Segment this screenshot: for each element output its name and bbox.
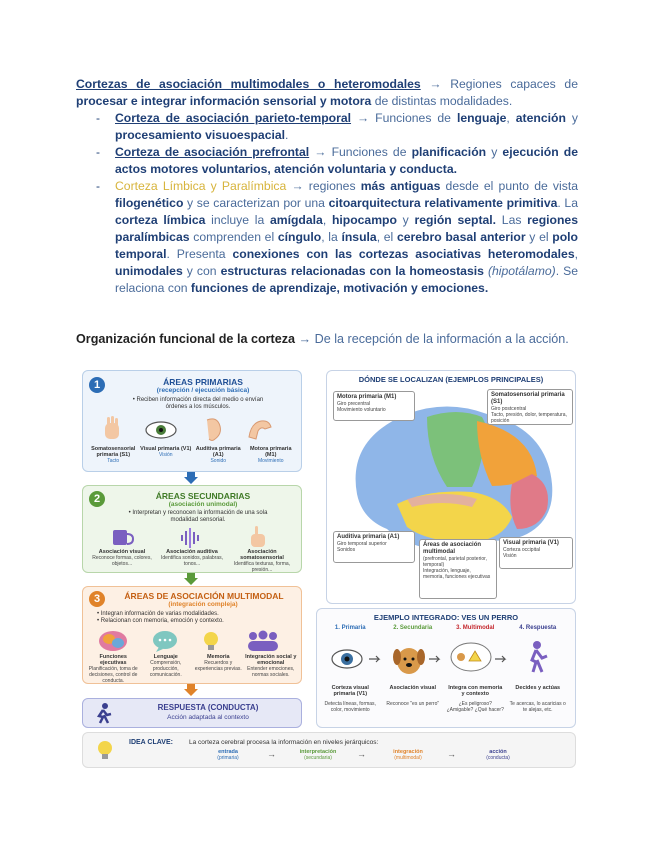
paragraph-organizacion [76, 331, 578, 348]
heading-prefrontal: Corteza de asociación prefrontal [115, 145, 310, 159]
text-span: → Funciones de [351, 111, 457, 125]
bullet-dash: - [96, 111, 100, 125]
text-span: filogenético [115, 196, 184, 210]
step-label: Asociación visual [389, 685, 436, 691]
ear-icon [207, 419, 220, 441]
panel-response [82, 698, 302, 728]
down-arrow-icon [184, 472, 198, 484]
text-span: región septal. [414, 213, 497, 227]
bullet-limbica [115, 178, 578, 297]
down-arrow-icon [184, 573, 198, 585]
panel-subtitle: (integración compleja) [168, 601, 238, 608]
response-title: RESPUESTA (CONDUCTA) [157, 703, 259, 712]
down-arrow-icon [184, 684, 198, 696]
grid-item [245, 654, 298, 678]
step-sub: Detecta líneas, formas, color, movimiento [324, 701, 376, 713]
paragraph-multimodal [76, 76, 578, 110]
step-number: 1 [89, 377, 105, 393]
heading-multimodal: Cortezas de asociación multimodales o heteromodales [76, 77, 421, 91]
text-span: incluye la [205, 213, 270, 227]
text-span: . Presenta [166, 247, 233, 261]
label-s1 [487, 389, 573, 425]
panel-desc: • Integran información de varias modalidades. [97, 611, 219, 617]
panel-title: ÁREAS SECUNDARIAS [155, 491, 251, 501]
text-span: . Se relaciona con [115, 264, 579, 295]
item-sub: Entender emociones, normas sociales. [247, 666, 295, 678]
panel-secondary-areas [82, 485, 302, 573]
idea-step [453, 749, 543, 761]
item-label: Integración social y emocional [245, 654, 297, 666]
text-span: de distintas modalidades. [371, 94, 513, 108]
idea-step-a: integración [393, 749, 423, 755]
step-head: 4. Respuesta [519, 625, 557, 631]
text-span: , [574, 247, 578, 261]
item-sub: Identifica texturas, forma, presión... [233, 561, 291, 573]
item-label: Asociación auditiva [166, 549, 218, 555]
item-sub: Sonido [210, 458, 227, 464]
text-span: corteza límbica [115, 213, 206, 227]
text-span: estructuras relacionadas con la homeostasis [220, 264, 484, 278]
bullet-dash: - [96, 179, 100, 193]
label-v1-desc: Corteza occipital Visión [503, 547, 540, 559]
example-step [321, 625, 380, 713]
panel-idea-clave [82, 732, 576, 768]
label-v1-title: Visual primaria (V1) [503, 540, 559, 546]
example-step [446, 625, 505, 713]
text-span: lenguaje [456, 111, 507, 125]
item-label: Motora primaria (M1) [249, 446, 292, 458]
label-s1-desc: Giro postcentral Tacto, presión, dolor, temperatura, posición [491, 406, 567, 424]
text-span: regiones paralímbicas [115, 213, 578, 244]
idea-step [273, 749, 363, 761]
label-m1-desc: Giro precentral Movimiento voluntario [337, 401, 386, 413]
step-sub: ¿Es peligroso? ¿Amigable? ¿Qué hacer? [446, 701, 504, 713]
text-span: más antiguas [360, 179, 441, 193]
item-label: Lenguaje [153, 654, 178, 660]
text-span: y [396, 213, 415, 227]
text-span: funciones de aprendizaje, motivación y emociones. [190, 281, 489, 295]
idea-step-b: (multimodal) [394, 755, 422, 761]
mug-icon [113, 530, 133, 545]
idea-step-a: acción [489, 749, 507, 755]
primary-icons [89, 415, 295, 445]
text-span: ejecución de actos motores voluntarios, atención voluntaria y conducta. [115, 145, 578, 176]
panel-example [316, 608, 576, 728]
text-span: , [322, 213, 332, 227]
step-sub: Te acercas, lo acaricias o te alejas, etc. [509, 701, 566, 713]
map-title: DÓNDE SE LOCALIZAN (EJEMPLOS PRINCIPALES) [358, 375, 544, 384]
text-span: Las [496, 213, 528, 227]
people-icon [248, 631, 278, 652]
label-a1-desc: Giro temporal superior Sonidos [337, 541, 387, 553]
text-span: planificación [411, 145, 487, 159]
idea-step-b: (primaria) [217, 755, 239, 761]
brain-icon [99, 631, 127, 651]
item-sub: Recuerdos y experiencias previas. [194, 660, 242, 672]
text-span: → regiones [286, 179, 361, 193]
lightbulb-icon [95, 739, 115, 761]
panel-multimodal-areas [82, 586, 302, 684]
idea-steps [183, 749, 543, 765]
text-span: y el [525, 230, 553, 244]
grid-item [227, 549, 297, 573]
example-step [384, 625, 443, 707]
item-sub: Planificación, toma de decisiones, control de conducta. [88, 666, 138, 684]
grid-item [87, 654, 140, 684]
panel-primary-areas [82, 370, 302, 472]
text-span: → Funciones de [309, 145, 412, 159]
text-span: y con [182, 264, 221, 278]
text-span: → De la recepción de la información a la acción. [295, 332, 569, 346]
grid-item [157, 549, 227, 567]
running-person-icon [91, 702, 115, 724]
eye-icon [146, 422, 176, 438]
item-label: Funciones ejecutivas [99, 654, 127, 666]
text-span: y se caracterizan por una [183, 196, 329, 210]
grid-item [87, 446, 140, 464]
idea-step-a: interpretación [299, 749, 337, 755]
label-a1-title: Auditiva primaria (A1) [337, 534, 400, 540]
label-a1 [333, 531, 415, 563]
step-sub: Reconoce "es un perro" [386, 701, 440, 707]
item-sub: Reconoce formas, colores, objetos... [92, 555, 152, 567]
step-label: Decides y actúas [515, 685, 561, 691]
step-label: Integra con memoria y contexto [448, 685, 503, 697]
text-span: comprenden el [189, 230, 278, 244]
item-label: Asociación visual [98, 549, 146, 555]
label-assoc-desc: (prefrontal, parietal posterior, temporal) Integración, lenguaje, memoria, funciones ejecutivas [423, 556, 491, 580]
step-label: Corteza visual primaria (V1) [331, 685, 369, 697]
label-assoc-title: Áreas de asociación multimodal [423, 542, 482, 555]
multimodal-items [87, 654, 297, 682]
item-label: Memoria [206, 654, 230, 660]
text-span: procesamiento visuoespacial [115, 128, 286, 142]
panel-title: ÁREAS PRIMARIAS [163, 377, 243, 387]
infographic-figure [82, 368, 578, 768]
label-m1-title: Motora primaria (M1) [337, 394, 397, 400]
primary-items [87, 446, 297, 468]
text-span: procesar e integrar información sensorial y motora [76, 94, 372, 108]
right-arrow-icon: → [357, 749, 366, 759]
text-span: hipocampo [331, 213, 397, 227]
secondary-items [87, 549, 297, 571]
panel-desc: • Reciben información directa del medio o envían órdenes a los músculos. [132, 397, 264, 410]
text-span: ínsula [341, 230, 377, 244]
panel-title: ÁREAS DE ASOCIACIÓN MULTIMODAL [124, 591, 284, 601]
text-span: , el [376, 230, 397, 244]
step-head: 2. Secundaria [393, 625, 433, 631]
panel-subtitle: (recepción / ejecución básica) [156, 387, 250, 394]
idea-label: IDEA CLAVE: [129, 739, 173, 746]
speech-bubble-icon [153, 631, 177, 652]
text-span: (hipotálamo) [487, 264, 556, 278]
example-title: EJEMPLO INTEGRADO: VES UN PERRO [373, 613, 519, 622]
panel-subtitle: (asociación unimodal) [168, 501, 238, 508]
item-sub: Tacto [107, 458, 120, 464]
bullet-parieto-temporal [115, 110, 578, 144]
right-arrow-icon: → [267, 749, 276, 759]
label-m1 [333, 391, 415, 421]
grid-item [87, 549, 157, 567]
hand-icon [105, 416, 119, 439]
heading-organizacion: Organización funcional de la corteza [76, 332, 296, 346]
text-span: atención [515, 111, 566, 125]
response-subtitle: Acción adaptada al contexto [167, 714, 249, 721]
item-label: Asociación somatosensorial [240, 549, 284, 561]
text-span: , la [321, 230, 342, 244]
label-v1 [499, 537, 573, 569]
step-number: 2 [89, 491, 105, 507]
text-span: citoarquitectura relativamente primitiva [328, 196, 558, 210]
grid-item [140, 446, 193, 458]
panel-desc: • Interpretan y reconocen la información de una sola modalidad sensorial. [128, 510, 268, 523]
text-span: y [565, 111, 578, 125]
bullet-dash: - [96, 145, 100, 159]
panel-desc: • Relacionan con memoria, emoción y contexto. [97, 618, 224, 624]
idea-step-b: (conducta) [486, 755, 510, 761]
soundwave-icon [181, 528, 199, 548]
text-span: → Regiones capaces de [420, 77, 578, 91]
step-number: 3 [89, 591, 105, 607]
text-span: . [285, 128, 289, 142]
brain-lobes [356, 407, 553, 551]
text-span: unimodales [115, 264, 183, 278]
arm-icon [249, 421, 271, 439]
grid-item [192, 446, 245, 464]
text-span: amígdala [269, 213, 323, 227]
text-span: cerebro basal anterior [396, 230, 526, 244]
panel-brain-map [326, 370, 576, 604]
text-span: y [486, 145, 503, 159]
right-arrow-icon: → [447, 749, 456, 759]
text-span: conexiones con las cortezas asociativas heteromodales [232, 247, 575, 261]
grid-item [245, 446, 298, 464]
grid-item [140, 654, 193, 678]
idea-step-a: entrada [218, 749, 238, 755]
item-sub: Visión [158, 452, 173, 458]
item-label: Visual primaria (V1) [140, 446, 192, 452]
text-span: desde el punto de vista [440, 179, 578, 193]
heading-parieto-temporal: Corteza de asociación parieto-temporal [115, 111, 352, 125]
lightbulb-icon [204, 632, 218, 650]
secondary-icons [89, 526, 295, 548]
idea-text: La corteza cerebral procesa la información en niveles jerárquicos: [189, 739, 379, 746]
idea-step-b: (secundaria) [304, 755, 332, 761]
item-label: Auditiva primaria (A1) [195, 446, 241, 458]
item-sub: Identifica sonidos, palabras, tonos... [161, 555, 223, 567]
text-span: cíngulo [277, 230, 322, 244]
label-s1-title: Somatosensorial primaria (S1) [491, 392, 565, 405]
grid-item [192, 654, 245, 672]
example-steps [321, 625, 571, 725]
item-label: Somatosensorial primaria (S1) [91, 446, 136, 458]
text-span: polo temporal [115, 230, 578, 261]
item-sub: Comprensión, producción, comunicación. [149, 660, 182, 678]
heading-limbica: Corteza Límbica y Paralímbica [115, 179, 287, 193]
idea-step [183, 749, 273, 761]
step-head: 1. Primaria [334, 625, 366, 631]
label-assoc [419, 539, 497, 599]
example-step [509, 625, 568, 713]
bullet-prefrontal [115, 144, 578, 178]
idea-step [363, 749, 453, 761]
item-sub: Movimiento [257, 458, 284, 464]
step-head: 3. Multimodal [456, 625, 495, 631]
text-span: . La [557, 196, 578, 210]
multimodal-icons [89, 629, 295, 653]
text-span: , [506, 111, 516, 125]
hand-touch-icon [251, 526, 265, 547]
